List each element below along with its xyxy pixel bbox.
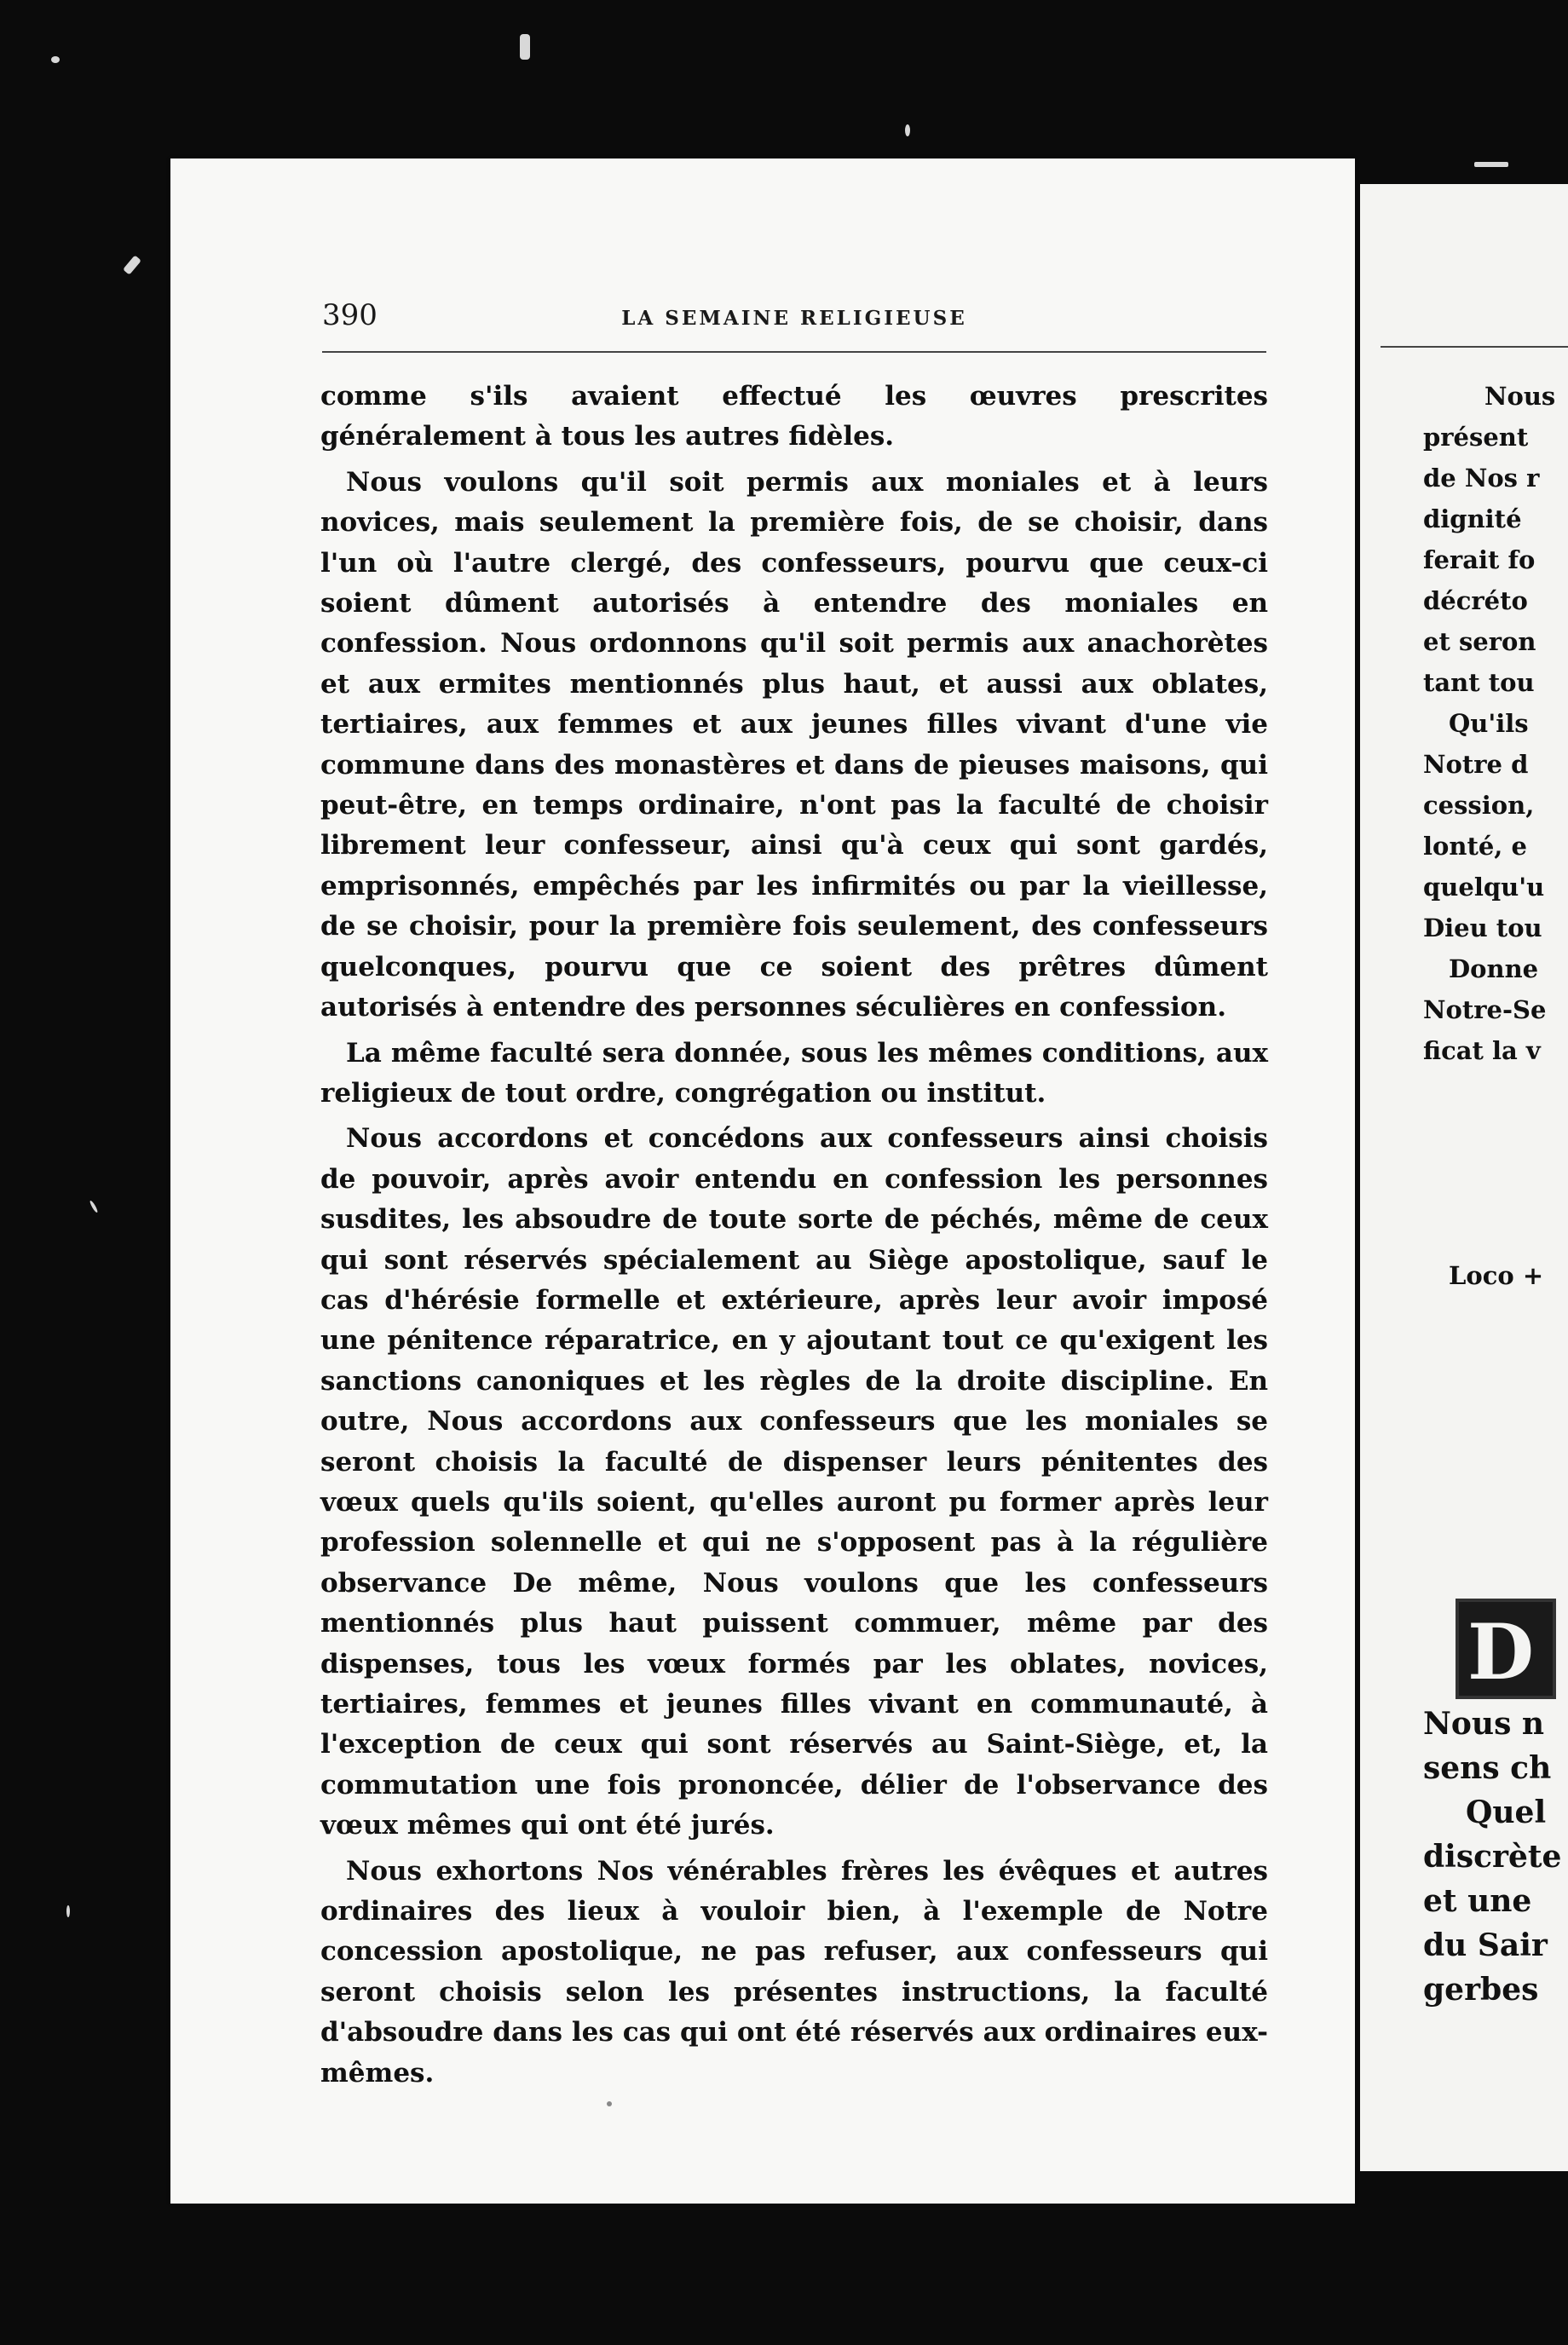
right-page-line: Dieu tou [1423, 913, 1542, 942]
paragraph: Nous exhortons Nos vénérables frères les évêques et autres ordinaires des lieux à vouloir bien, à l'exemple de Notre concession apostolique, ne pas refuser, aux confesseurs qui seront choisis selon les présentes instructions, la faculté d'absoudre dans les cas qui ont été réservés aux ordinaires eux-mêmes. [320, 1855, 1268, 2089]
right-page-line: de Nos r [1423, 464, 1540, 493]
right-page-line: sens ch [1423, 1750, 1552, 1786]
paragraph: comme s'ils avaient effectué les œuvres prescrites généralement à tous les autres fidèles. [320, 381, 1268, 452]
right-page-line: et seron [1423, 627, 1536, 656]
right-page-fragment [1360, 184, 1568, 2171]
right-page-line: tant tou [1423, 668, 1535, 697]
right-page-line: Quel [1466, 1795, 1547, 1830]
right-page-line: lonté, e [1423, 832, 1527, 861]
page-number: 390 [322, 298, 378, 332]
running-header [322, 288, 1266, 339]
right-page-line: décréto [1423, 586, 1528, 615]
right-page-line: Notre-Se [1423, 995, 1547, 1024]
left-page [170, 158, 1355, 2204]
paragraph: Nous voulons qu'il soit permis aux moniales et à leurs novices, mais seulement la première fois, de se choisir, dans l'un où l'autre clergé, des confesseurs, pourvu que ceux-ci soient dûment autorisés à entendre des moniales en confession. Nous ordonnons qu'il soit permis aux anachorètes et aux ermites mentionnés plus haut, et aussi aux oblates, tertiaires, aux femmes et aux jeunes filles vivant d'une vie commune dans des monastères et dans de pieuses maisons, qui peut-être, en temps ordinaire, n'ont pas la faculté de choisir librement leur confesseur, ainsi qu'à ceux qui sont gardés, emprisonnés, empêchés par les infirmités ou par la vieillesse, de se choisir, pour la première fois seulement, des confesseurs quelconques, pourvu que ce soient des prêtres dûment autorisés à entendre des personnes séculières en confession. [320, 466, 1268, 1023]
right-page-line: Nous [1484, 382, 1556, 411]
ink-speck [607, 2101, 612, 2106]
right-page-line: Qu'ils [1449, 709, 1529, 738]
paragraph: Nous accordons et concédons aux confesseurs ainsi choisis de pouvoir, après avoir entendu en confession les personnes susdites, les absoudre de toute sorte de péchés, même de ceux qui sont réservés spécialement au Siège apostolique, sauf le cas d'hérésie formelle et extérieure, après leur avoir imposé une pénitence réparatrice, en y ajoutant tout ce qu'exigent les sanctions canoniques et les règles de la droite discipline. En outre, Nous accordons aux confesseurs que les moniales se seront choisis la faculté de dispenser leurs pénitentes des vœux quels qu'ils soient, qu'elles auront pu former après leur profession solennelle et qui ne s'opposent pas à la régulière observance De même, Nous voulons que les confesseurs mentionnés plus haut puissent commuer, même par des dispenses, tous les vœux formés par les oblates, novices, tertiaires, femmes et jeunes filles vivant en communauté, à l'exception de ceux qui sont réservés au Saint-Siège, et, la commutation une fois prononcée, délier de l'observance des vœux mêmes qui ont été jurés. [320, 1123, 1268, 1841]
paragraph: La même faculté sera donnée, sous les mêmes conditions, aux religieux de tout ordre, congrégation ou institut. [320, 1037, 1268, 1109]
decorative-initial [1456, 1599, 1556, 1699]
right-header-rule [1381, 346, 1568, 348]
right-page-line: cession, [1423, 791, 1535, 820]
right-page-line: Donne [1449, 954, 1539, 983]
right-page-line: Notre d [1423, 750, 1529, 779]
right-page-line: ferait fo [1423, 545, 1536, 574]
right-page-line: Nous n [1423, 1706, 1545, 1742]
scan-speck [51, 56, 60, 63]
scan-speck [89, 1200, 98, 1213]
right-page-line: ficat la v [1423, 1036, 1541, 1065]
right-page-line: Loco + [1449, 1261, 1544, 1290]
body-text [320, 377, 1268, 2099]
decorative-initial-letter: D [1467, 1607, 1535, 1697]
right-page-line: et une [1423, 1883, 1532, 1919]
scan-speck [66, 1905, 70, 1917]
header-rule [322, 351, 1266, 353]
right-page-line: présent [1423, 423, 1529, 452]
scan-speck [905, 124, 910, 136]
right-page-line: discrète [1423, 1839, 1562, 1875]
right-page-line: du Sair [1423, 1927, 1548, 1963]
scan-speck [1474, 162, 1508, 167]
right-page-line: dignité [1423, 504, 1522, 533]
scan-speck [123, 255, 141, 274]
right-page-line: gerbes [1423, 1972, 1539, 2008]
running-header-title: LA SEMAINE RELIGIEUSE [621, 307, 967, 330]
right-page-line: quelqu'u [1423, 873, 1545, 902]
scan-speck [520, 34, 530, 60]
